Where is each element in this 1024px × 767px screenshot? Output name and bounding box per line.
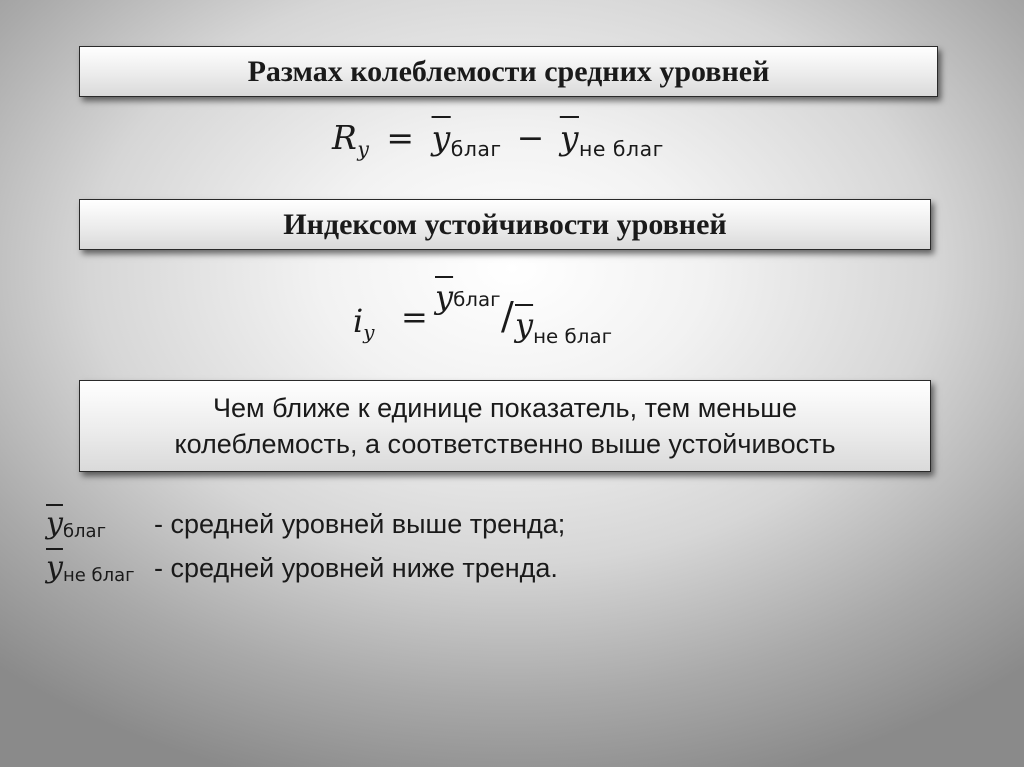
formula-range-lhs: R (332, 118, 358, 157)
legend-text-favorable: - средней уровней выше тренда; (154, 509, 566, 539)
legend-symbol-favorable-y: $\overline{y}$ (46, 506, 63, 541)
note-line-2: колеблемость, а соответственно выше устойчивость (174, 429, 836, 459)
legend-symbol-unfavorable (46, 550, 154, 585)
formula-index-denominator-sub: не благ (533, 324, 613, 348)
formula-range-term1-sub: благ (450, 137, 502, 162)
formula-index-numerator-sub: благ (453, 288, 501, 312)
formula-index (353, 280, 633, 350)
formula-index-lhs-sub: y (363, 320, 375, 344)
legend-symbol-unfavorable-sub: не благ (62, 565, 135, 586)
heading-range-text: Размах колеблемости средних уровней (247, 54, 770, 88)
formula-index-lhs: i (353, 302, 364, 340)
legend-row-unfavorable (46, 550, 558, 585)
formula-index-denominator: $\overline{y}$ (515, 306, 534, 344)
heading-range-box (79, 46, 938, 97)
formula-range-lhs-sub: y (357, 137, 370, 162)
legend-symbol-unfavorable-y: $\overline{y}$ (46, 550, 63, 585)
formula-range-term2-sub: не благ (578, 137, 664, 162)
legend-text-unfavorable: - средней уровней ниже тренда. (154, 553, 558, 583)
formula-index-numerator: $\overline{y}$ (435, 278, 454, 316)
legend-symbol-favorable (46, 506, 154, 541)
legend-symbol-favorable-sub: благ (62, 521, 107, 542)
formula-index-equals: = (401, 298, 428, 336)
formula-range-equals: = (386, 118, 415, 157)
formula-index-slash: / (501, 294, 514, 338)
formula-range-term2: $\overline{y}$ (559, 118, 579, 157)
legend-row-favorable (46, 506, 565, 541)
note-line-1: Чем ближе к единице показатель, тем меньше (213, 393, 797, 423)
formula-range-term1: $\overline{y}$ (431, 118, 451, 157)
note-box (79, 380, 931, 472)
formula-range-minus: − (516, 118, 545, 157)
heading-index-box (79, 199, 931, 250)
formula-range (332, 118, 664, 162)
heading-index-text: Индексом устойчивости уровней (283, 207, 727, 241)
